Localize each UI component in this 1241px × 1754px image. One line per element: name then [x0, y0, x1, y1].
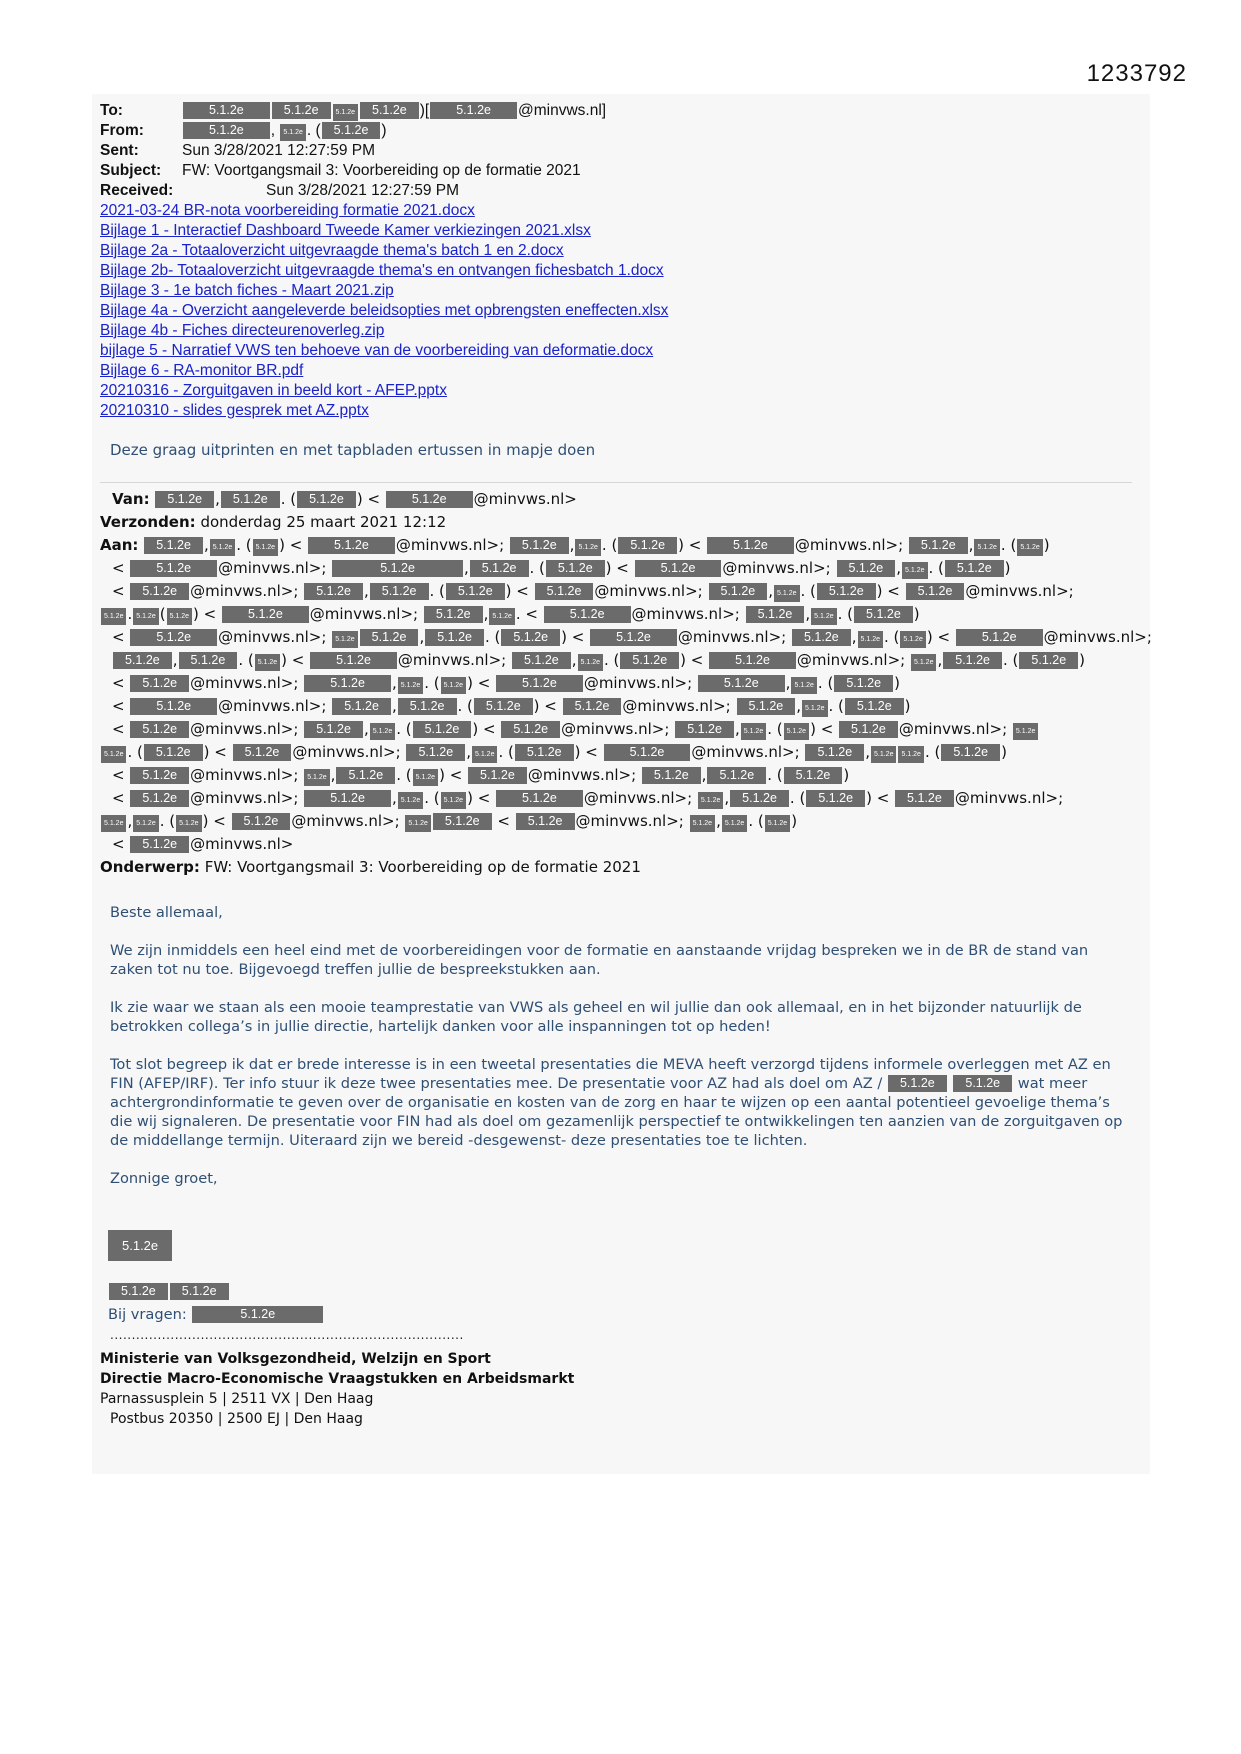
recipient-suffix: @minvws.nl>; [965, 582, 1074, 600]
body-paragraph: Ik zie waar we staan als een mooie teamprestatie van VWS als geheel en wil jullie dan ook allemaal, en in het bijzonder natuurlijk de betrokken collega’s in jullie directie, hartelijk danken voor alle inspanningen tot op heden! [110, 999, 1082, 1035]
redaction: 5.1.2e [604, 744, 691, 761]
redaction: 5.1.2e [902, 562, 927, 579]
attachment-link[interactable]: 20210316 - Zorguitgaven in beeld kort - AFEP.pptx [100, 382, 447, 399]
verzonden-value: donderdag 25 maart 2021 12:12 [200, 513, 447, 531]
recipient-line: 5.1.2e . ( 5.1.2e ) < 5.1.2e @minvws.nl>; 5.1.2e , 5.1.2e . ( 5.1.2e ) < 5.1.2e @minvws.nl>; 5.1.2e , 5.1.2e 5.1.2e . ( 5.1.2e ) [100, 741, 1140, 764]
redaction: 5.1.2e [322, 122, 381, 139]
redaction: 5.1.2e [845, 698, 904, 715]
redaction: 5.1.2e [304, 790, 391, 807]
redaction: 5.1.2e [839, 721, 898, 738]
redaction: 5.1.2e [470, 560, 529, 577]
department-name: Directie Macro-Economische Vraagstukken en Arbeidsmarkt [100, 1371, 575, 1387]
redaction: 5.1.2e [183, 102, 270, 119]
redaction: 5.1.2e [510, 537, 569, 554]
to-label: To: [100, 102, 123, 119]
redaction: 5.1.2e [941, 744, 1000, 761]
recipient-line: < 5.1.2e @minvws.nl>; 5.1.2e , 5.1.2e . ( 5.1.2e ) < 5.1.2e @minvws.nl>; 5.1.2e , 5.1.2e . ( 5.1.2e ) [112, 674, 900, 692]
redaction: 5.1.2e [210, 539, 235, 556]
sent-label: Sent: [100, 142, 139, 159]
redaction: 5.1.2e [501, 629, 560, 646]
recipient-suffix: @minvws.nl>; [954, 789, 1064, 807]
redaction: 5.1.2e [297, 491, 356, 508]
redaction: 5.1.2e [906, 583, 965, 600]
redaction: 5.1.2e [424, 606, 483, 623]
redaction: 5.1.2e [413, 769, 438, 786]
redaction: 5.1.2e [618, 537, 677, 554]
redaction: 5.1.2e [130, 675, 189, 692]
recipient-suffix: @minvws.nl>; [218, 628, 327, 646]
address-line: Postbus 20350 | 2500 EJ | Den Haag [110, 1411, 363, 1427]
aan-line: Aan: 5.1.2e , 5.1.2e . ( 5.1.2e ) < 5.1.2e @minvws.nl>; 5.1.2e , 5.1.2e . ( 5.1.2e ) < 5.1.2e @minvws.nl>; 5.1.2e , 5.1.2e . ( 5.1.2e ) [100, 536, 1050, 554]
attachment-link[interactable]: Bijlage 2b- Totaaloverzicht uitgevraagde thema's en ontvangen fichesbatch 1.docx [100, 262, 664, 279]
redaction: 5.1.2e [332, 698, 391, 715]
redaction: 5.1.2e [765, 815, 790, 832]
recipient-line: < 5.1.2e @minvws.nl> [112, 835, 294, 853]
onderwerp-value: FW: Voortgangsmail 3: Voorbereiding op de formatie 2021 [204, 858, 641, 876]
recipient-suffix: @minvws.nl>; [561, 720, 670, 738]
redaction: 5.1.2e [310, 652, 397, 669]
redaction: 5.1.2e [183, 122, 270, 139]
redaction: 5.1.2e [741, 723, 766, 740]
recipient-suffix: @minvws.nl>; [796, 651, 906, 669]
redaction: 5.1.2e [709, 652, 796, 669]
redaction: 5.1.2e [433, 813, 492, 830]
redaction: 5.1.2e [811, 608, 836, 625]
subject-label: Subject: [100, 162, 162, 179]
recipient-line: < 5.1.2e @minvws.nl>; 5.1.2e , 5.1.2e . ( 5.1.2e ) < 5.1.2e @minvws.nl>; 5.1.2e , 5.1.2e . ( 5.1.2e ) < 5.1.2e @minvws.nl>; [112, 582, 1074, 600]
recipient-suffix: @minvws.nl>; [190, 582, 299, 600]
redaction: 5.1.2e [130, 560, 217, 577]
received-line [100, 181, 668, 201]
recipient-suffix: @minvws.nl>; [794, 536, 904, 554]
redaction: 5.1.2e [232, 813, 291, 830]
recipient-suffix: @minvws.nl>; [898, 720, 1008, 738]
recipient-suffix: @minvws.nl>; [575, 812, 684, 830]
recipient-suffix: @minvws.nl>; [677, 628, 787, 646]
recipient-line: < 5.1.2e @minvws.nl>; 5.1.2e , 5.1.2e . ( 5.1.2e ) < 5.1.2e @minvws.nl>; 5.1.2e , 5.1.2e . ( 5.1.2e ) [112, 697, 911, 715]
subject-line [100, 161, 668, 181]
redaction: 5.1.2e [817, 583, 876, 600]
verzonden-line [100, 511, 1140, 534]
recipient-suffix: @minvws.nl>; [395, 536, 505, 554]
redaction: 5.1.2e [784, 723, 809, 740]
redaction: 5.1.2e [425, 629, 484, 646]
email-body [110, 903, 1130, 1207]
redaction: 5.1.2e [698, 675, 785, 692]
attachment-link[interactable]: 20210310 - slides gesprek met AZ.pptx [100, 402, 369, 419]
redaction: 5.1.2e [943, 652, 1002, 669]
redaction: 5.1.2e [170, 1283, 229, 1300]
redaction: 5.1.2e [304, 721, 363, 738]
redaction: 5.1.2e [405, 815, 430, 832]
redaction: 5.1.2e [130, 583, 189, 600]
redaction: 5.1.2e [101, 746, 126, 763]
redaction: 5.1.2e [489, 608, 514, 625]
redaction: 5.1.2e [255, 654, 280, 671]
redaction: 5.1.2e [909, 537, 968, 554]
redaction: 5.1.2e [837, 560, 896, 577]
redaction: 5.1.2e [233, 744, 292, 761]
redaction: 5.1.2e [446, 583, 505, 600]
redaction: 5.1.2e [222, 606, 309, 623]
redaction: 5.1.2e [360, 102, 419, 119]
redaction: 5.1.2e [802, 700, 827, 717]
recipient-suffix: @minvws.nl>; [190, 789, 299, 807]
redaction: 5.1.2e [709, 583, 768, 600]
closing: Zonnige groet, [110, 1170, 218, 1187]
verzonden-label: Verzonden: [100, 513, 196, 531]
redaction: 5.1.2e [474, 698, 533, 715]
redaction: 5.1.2e [635, 560, 722, 577]
redaction: 5.1.2e [722, 815, 747, 832]
onderwerp-label: Onderwerp: [100, 858, 200, 876]
recipient-suffix: @minvws.nl>; [1043, 628, 1152, 646]
redaction: 5.1.2e [332, 560, 463, 577]
recipient-suffix: @minvws.nl>; [218, 697, 327, 715]
redaction: 5.1.2e [888, 1075, 947, 1092]
redaction: 5.1.2e [370, 723, 395, 740]
recipient-suffix: @minvws.nl>; [291, 812, 400, 830]
redaction: 5.1.2e [590, 629, 677, 646]
signature-divider: .................................................................................. [110, 1328, 464, 1342]
subject-value: FW: Voortgangsmail 3: Voorbereiding op de formatie 2021 [182, 162, 581, 179]
redaction: 5.1.2e [792, 629, 851, 646]
recipient-suffix: @minvws.nl>; [190, 674, 299, 692]
signature [108, 1230, 324, 1323]
footer [100, 1349, 574, 1429]
redaction: 5.1.2e [496, 675, 583, 692]
attachment-link[interactable]: Bijlage 3 - 1e batch fiches - Maart 2021.zip [100, 282, 394, 299]
recipient-suffix: @minvws.nl>; [218, 559, 327, 577]
recipient-line: < 5.1.2e @minvws.nl>; 5.1.2e , 5.1.2e . ( 5.1.2e ) < 5.1.2e @minvws.nl>; 5.1.2e , 5.1.2e . ( 5.1.2e ) [112, 766, 850, 784]
recipient-suffix: @minvws.nl>; [527, 766, 637, 784]
van-label: Van: [112, 490, 150, 508]
redaction: 5.1.2e [144, 537, 203, 554]
redaction: 5.1.2e [430, 102, 517, 119]
attachment-link[interactable]: Bijlage 2a - Totaaloverzicht uitgevraagde thema's batch 1 en 2.docx [100, 242, 564, 259]
redaction: 5.1.2e [791, 677, 816, 694]
redaction: 5.1.2e [911, 654, 936, 671]
redaction: 5.1.2e [1017, 539, 1042, 556]
redaction: 5.1.2e [1019, 652, 1078, 669]
body-paragraph-part: wat meer achtergrondinformatie te geven over de organisatie en kosten van de zorg en haar te wijzen op een aantal potentieel gevoelige thema’s die wij signaleren. De presentatie voor FIN had als doel om gezamenlijk perspectief te ontwikkelingen ten aanzien van de zorguitgaven op de middellange termijn. Uiteraard zijn we bereid -desgewenst- deze presentaties toe te lichten. [110, 1075, 1123, 1149]
recipient-suffix: @minvws.nl>; [594, 582, 703, 600]
redaction: 5.1.2e [578, 654, 603, 671]
redaction: 5.1.2e [974, 539, 999, 556]
redaction: 5.1.2e [858, 631, 883, 648]
redaction: 5.1.2e [155, 491, 214, 508]
body-paragraph: We zijn inmiddels een heel eind met de voorbereidingen voor de formatie en aanstaande vrijdag bespreken we in de BR de stand van zaken tot nu toe. Bijgevoegd treffen jullie de bespreekstukken aan. [110, 942, 1089, 978]
redaction: 5.1.2e [308, 537, 395, 554]
redaction: 5.1.2e [253, 539, 278, 556]
redaction: 5.1.2e [221, 491, 280, 508]
redaction: 5.1.2e [133, 815, 158, 832]
redaction: 5.1.2e [707, 767, 766, 784]
redaction: 5.1.2e [834, 675, 893, 692]
redaction: 5.1.2e [871, 746, 896, 763]
questions-label: Bij vragen: [108, 1306, 187, 1323]
redaction: 5.1.2e [370, 583, 429, 600]
recipient-line: 5.1.2e , 5.1.2e . ( 5.1.2e ) < 5.1.2e @minvws.nl>; 5.1.2e 5.1.2e < 5.1.2e @minvws.nl>; 5.1.2e , 5.1.2e . ( 5.1.2e ) [100, 810, 1140, 833]
redaction: 5.1.2e [133, 608, 158, 625]
redaction: 5.1.2e [468, 767, 527, 784]
address-line: Parnassusplein 5 | 2511 VX | Den Haag [100, 1391, 374, 1407]
to-suffix: @minvws.nl] [518, 102, 607, 119]
redaction: 5.1.2e [496, 790, 583, 807]
recipient-suffix: @minvws.nl>; [583, 789, 693, 807]
redaction: 5.1.2e [730, 790, 789, 807]
redaction: 5.1.2e [900, 631, 925, 648]
from-label: From: [100, 122, 144, 139]
body-paragraph-part: Tot slot begreep ik dat er brede interesse is in een tweetal presentaties die MEVA heeft verzorgd tijdens informele overleggen met AZ en FIN (AFEP/IRF). Ter info stuur ik deze twee presentaties mee. De presentatie voor AZ had als doel om AZ / [110, 1056, 1111, 1092]
redaction: 5.1.2e [642, 767, 701, 784]
redaction: 5.1.2e [101, 608, 126, 625]
redaction: 5.1.2e [304, 583, 363, 600]
redaction: 5.1.2e [707, 537, 794, 554]
redaction: 5.1.2e [898, 746, 923, 763]
divider [100, 482, 1132, 483]
aan-label: Aan: [100, 536, 139, 554]
redaction: 5.1.2e [546, 560, 605, 577]
redaction: 5.1.2e [620, 652, 679, 669]
redaction: 5.1.2e [332, 631, 357, 648]
redaction: 5.1.2e [130, 721, 189, 738]
redaction: 5.1.2e [130, 767, 189, 784]
redaction: 5.1.2e [272, 102, 331, 119]
redaction: 5.1.2e [945, 560, 1004, 577]
redaction: 5.1.2e [336, 767, 395, 784]
recipient-suffix: @minvws.nl>; [292, 743, 401, 761]
recipient-suffix: @minvws.nl>; [691, 743, 800, 761]
attachment-link[interactable]: Bijlage 6 - RA-monitor BR.pdf [100, 362, 304, 379]
redaction: 5.1.2e [398, 792, 423, 809]
redaction: 5.1.2e [746, 606, 805, 623]
recipient-suffix: @minvws.nl>; [631, 605, 740, 623]
redaction: 5.1.2e [101, 815, 126, 832]
attachment-link[interactable]: Bijlage 4a - Overzicht aangeleverde beleidsopties met opbrengsten eneffecten.xlsx [100, 302, 669, 319]
redaction: 5.1.2e [333, 104, 358, 121]
document-id: 1233792 [1086, 60, 1187, 87]
redaction: 5.1.2e [501, 721, 560, 738]
redaction: 5.1.2e [774, 585, 799, 602]
redaction: 5.1.2e [563, 698, 622, 715]
recipient-line: 5.1.2e , 5.1.2e . ( 5.1.2e ) < 5.1.2e @minvws.nl>; 5.1.2e , 5.1.2e . ( 5.1.2e ) < 5.1.2e @minvws.nl>; 5.1.2e , 5.1.2e . ( 5.1.2e ) [100, 649, 1140, 672]
redaction: 5.1.2e [280, 124, 305, 141]
redaction: 5.1.2e [784, 767, 843, 784]
redaction: 5.1.2e [737, 698, 796, 715]
redaction: 5.1.2e [386, 491, 473, 508]
redaction: 5.1.2e [515, 744, 574, 761]
signature-name-redaction: 5.1.2e [108, 1230, 172, 1261]
redaction: 5.1.2e [956, 629, 1043, 646]
body-paragraph [110, 1055, 1130, 1150]
redaction: 5.1.2e [854, 606, 913, 623]
greeting: Beste allemaal, [110, 904, 223, 921]
recipient-suffix: @minvws.nl>; [397, 651, 507, 669]
redaction: 5.1.2e [953, 1075, 1012, 1092]
sent-line [100, 141, 668, 161]
redaction: 5.1.2e [805, 744, 864, 761]
from-line: From: 5.1.2e , 5.1.2e . ( 5.1.2e ) [100, 122, 387, 139]
recipient-line: < 5.1.2e @minvws.nl>; 5.1.2e 5.1.2e , 5.1.2e . ( 5.1.2e ) < 5.1.2e @minvws.nl>; 5.1.2e , 5.1.2e . ( 5.1.2e ) < 5.1.2e @minvws.nl>; [112, 628, 1152, 646]
redaction: 5.1.2e [535, 583, 594, 600]
attachment-link[interactable]: Bijlage 4b - Fiches directeurenoverleg.zip [100, 322, 385, 339]
recipient-line: < 5.1.2e @minvws.nl>; 5.1.2e , 5.1.2e . ( 5.1.2e ) < 5.1.2e @minvws.nl>; 5.1.2e , 5.1.2e . ( 5.1.2e ) < 5.1.2e @minvws.nl>; 5.1.2e [100, 718, 1140, 741]
received-label: Received: [100, 182, 174, 199]
redaction: 5.1.2e [413, 721, 472, 738]
recipient-line: 5.1.2e . 5.1.2e ( 5.1.2e ) < 5.1.2e @minvws.nl>; 5.1.2e , 5.1.2e . < 5.1.2e @minvws.nl>; 5.1.2e , 5.1.2e . ( 5.1.2e ) [100, 603, 1140, 626]
last-recipient-suffix: @minvws.nl> [190, 835, 294, 853]
recipient-line: < 5.1.2e @minvws.nl>; 5.1.2e , 5.1.2e . ( 5.1.2e ) < 5.1.2e @minvws.nl>; 5.1.2e , 5.1.2e . ( 5.1.2e ) [112, 559, 1011, 577]
attachment-link[interactable]: 2021-03-24 BR-nota voorbereiding formatie 2021.docx [100, 202, 475, 219]
redaction: 5.1.2e [304, 769, 329, 786]
recipient-suffix: @minvws.nl>; [190, 766, 299, 784]
redaction: 5.1.2e [895, 790, 954, 807]
redaction: 5.1.2e [441, 677, 466, 694]
redaction: 5.1.2e [130, 790, 189, 807]
sent-value: Sun 3/28/2021 12:27:59 PM [182, 142, 376, 159]
attachment-link[interactable]: Bijlage 1 - Interactief Dashboard Tweede Kamer verkiezingen 2021.xlsx [100, 222, 591, 239]
redaction: 5.1.2e [472, 746, 497, 763]
van-line: Van: 5.1.2e , 5.1.2e . ( 5.1.2e ) < 5.1.2e @minvws.nl> [112, 490, 577, 508]
redaction: 5.1.2e [113, 652, 172, 669]
redaction: 5.1.2e [575, 539, 600, 556]
redaction: 5.1.2e [406, 744, 465, 761]
received-value: Sun 3/28/2021 12:27:59 PM [266, 182, 460, 199]
redaction: 5.1.2e [130, 629, 217, 646]
redaction: 5.1.2e [192, 1306, 323, 1323]
redaction: 5.1.2e [698, 792, 723, 809]
onderwerp-line [100, 856, 1140, 879]
email-header [100, 101, 668, 421]
recipient-line: < 5.1.2e @minvws.nl>; 5.1.2e , 5.1.2e . ( 5.1.2e ) < 5.1.2e @minvws.nl>; 5.1.2e , 5.1.2e . ( 5.1.2e ) < 5.1.2e @minvws.nl>; [112, 789, 1064, 807]
redaction: 5.1.2e [690, 815, 715, 832]
attachment-list [100, 201, 668, 421]
redaction: 5.1.2e [398, 698, 457, 715]
redaction: 5.1.2e [304, 675, 391, 692]
ministry-name: Ministerie van Volksgezondheid, Welzijn en Sport [100, 1351, 491, 1367]
redaction: 5.1.2e [130, 698, 217, 715]
redaction: 5.1.2e [130, 836, 189, 853]
redaction: 5.1.2e [398, 677, 423, 694]
recipient-suffix: @minvws.nl>; [622, 697, 731, 715]
print-note: Deze graag uitprinten en met tapbladen ertussen in mapje doen [110, 441, 596, 459]
recipient-suffix: @minvws.nl>; [583, 674, 693, 692]
redaction: 5.1.2e [512, 652, 571, 669]
recipient-suffix: @minvws.nl>; [190, 720, 299, 738]
to-line: To: 5.1.2e 5.1.2e 5.1.2e 5.1.2e )[ 5.1.2e @minvws.nl] [100, 102, 607, 119]
redaction: 5.1.2e [675, 721, 734, 738]
attachment-link[interactable]: bijlage 5 - Narratief VWS ten behoeve van de voorbereiding van deformatie.docx [100, 342, 654, 359]
redaction: 5.1.2e [167, 608, 192, 625]
redaction: 5.1.2e [806, 790, 865, 807]
forwarded-header [100, 488, 1152, 879]
redaction: 5.1.2e [179, 652, 238, 669]
recipient-suffix: @minvws.nl>; [722, 559, 831, 577]
redaction: 5.1.2e [176, 815, 201, 832]
redaction: 5.1.2e [1013, 723, 1038, 740]
redaction: 5.1.2e [109, 1283, 168, 1300]
redaction: 5.1.2e [544, 606, 631, 623]
redaction: 5.1.2e [516, 813, 575, 830]
redaction: 5.1.2e [441, 792, 466, 809]
redaction: 5.1.2e [144, 744, 203, 761]
recipient-suffix: @minvws.nl>; [309, 605, 419, 623]
sender-email-suffix: @minvws.nl> [473, 490, 577, 508]
redaction: 5.1.2e [360, 629, 419, 646]
